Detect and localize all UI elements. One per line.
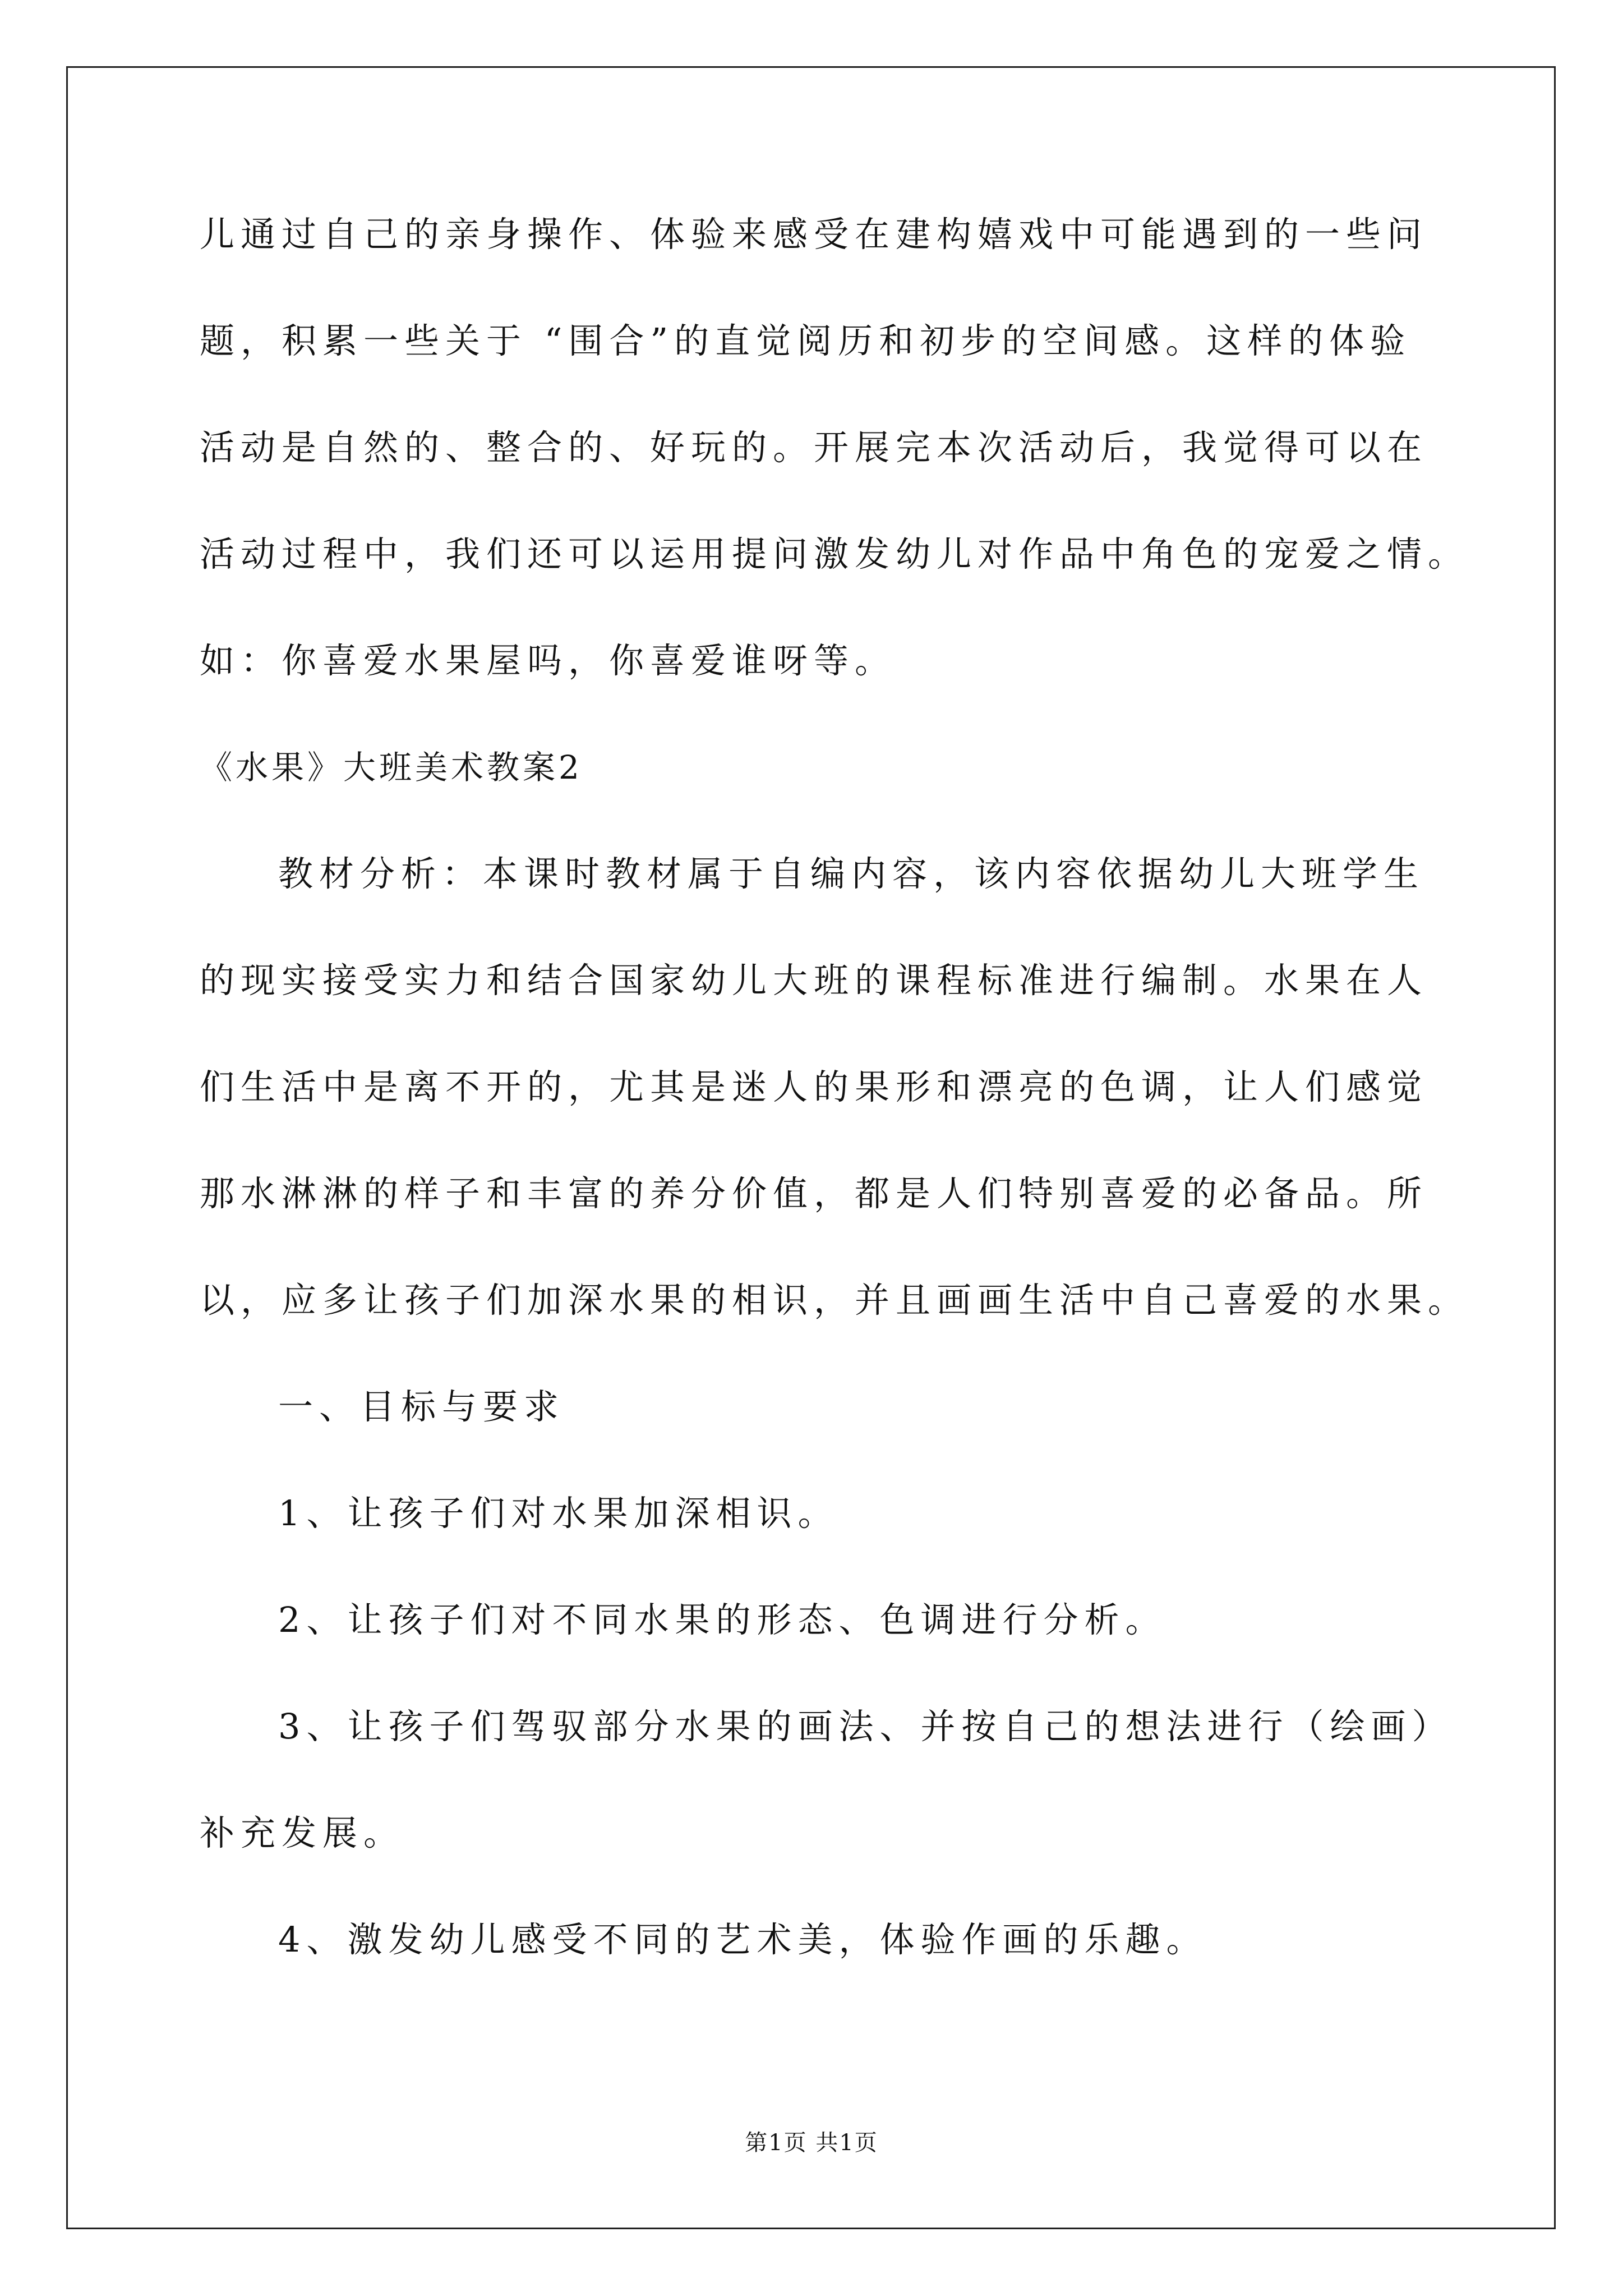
paragraph-line: 的现实接受实力和结合国家幼儿大班的课程标准进行编制。水果在人 xyxy=(200,960,1428,1001)
paragraph-line: 活动过程中，我们还可以运用提问激发幼儿对作品中角色的宠爱之情。 xyxy=(200,533,1469,574)
paragraph-line: 以，应多让孩子们加深水果的相识，并且画画生活中自己喜爱的水果。 xyxy=(200,1280,1469,1320)
paragraph-line: 们生活中是离不开的，尤其是迷人的果形和漂亮的色调，让人们感觉 xyxy=(200,1066,1428,1107)
list-item: 1、让孩子们对水果加深相识。 xyxy=(278,1493,839,1534)
paragraph-line: 题，积累一些关于 “围合”的直觉阅历和初步的空间感。这样的体验 xyxy=(200,320,1412,361)
list-heading: 一、目标与要求 xyxy=(278,1386,565,1427)
paragraph-line: 教材分析：本课时教材属于自编内容，该内容依据幼儿大班学生 xyxy=(278,853,1425,894)
document-body xyxy=(200,213,1469,2025)
paragraph-line: 如：你喜爱水果屋吗，你喜爱谁呀等。 xyxy=(200,640,896,681)
list-item-continuation: 补充发展。 xyxy=(200,1812,405,1853)
paragraph-line: 那水淋淋的样子和丰富的养分价值，都是人们特别喜爱的必备品。所 xyxy=(200,1173,1428,1214)
list-item: 2、让孩子们对不同水果的形态、色调进行分析。 xyxy=(278,1599,1166,1640)
paragraph-line: 活动是自然的、整合的、好玩的。开展完本次活动后，我觉得可以在 xyxy=(200,427,1428,468)
list-item: 3、让孩子们驾驭部分水果的画法、并按自己的想法进行（绘画） xyxy=(278,1706,1453,1747)
list-item: 4、激发幼儿感受不同的艺术美，体验作画的乐趣。 xyxy=(278,1919,1207,1960)
paragraph-line: 儿通过自己的亲身操作、体验来感受在建构嬉戏中可能遇到的一些问 xyxy=(200,214,1428,255)
page-number-footer: 第1页 共1页 xyxy=(745,2130,878,2156)
section-heading: 《水果》大班美术教案2 xyxy=(200,748,583,786)
